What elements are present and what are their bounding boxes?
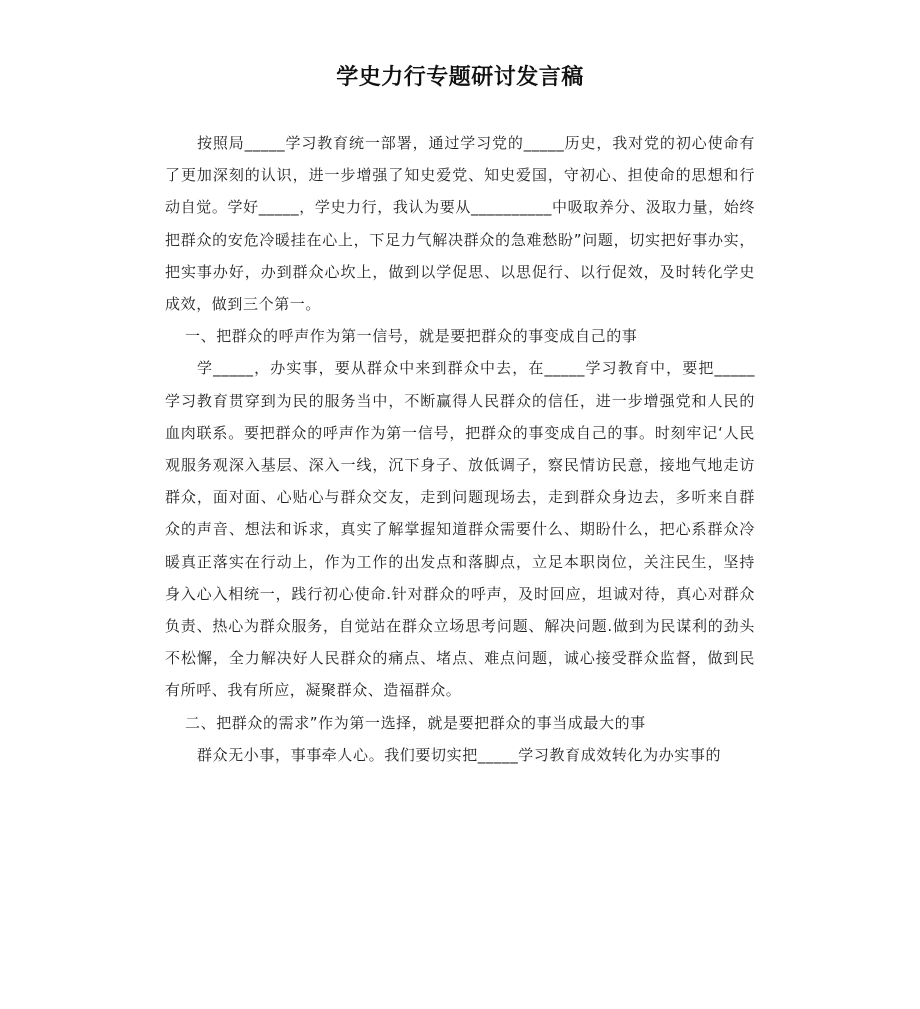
document-body <box>165 127 755 771</box>
paragraph-section-2: 群众无小事，事事牵人心。我们要切实把_____学习教育成效转化为办实事的 <box>197 745 722 764</box>
paragraph-intro: 按照局_____学习教育统一部署，通过学习党的_____历史，我对党的初心使命有了更加深刻的认识，进一步增强了知史爱党、知史爱国，守初心、担使命的思想和行动自觉。学好_____，学史力行，我认为要从__________中吸取养分、汲取力量，始终把群众的安危冷暖挂在心上，下足力气解决群众的急难愁盼”问题，切实把好事办实，把实事办好，办到群众心坎上，做到以学促思、以思促行、以行促效，及时转化学史成效，做到三个第一。 <box>165 134 755 314</box>
section-heading-1: 一、把群众的呼声作为第一信号，就是要把群众的事变成自己的事 <box>185 327 638 346</box>
paragraph-section-1: 学_____，办实事，要从群众中来到群众中去，在_____学习教育中，要把_____学习教育贯穿到为民的服务当中，不断赢得人民群众的信任，进一步增强党和人民的血肉联系。要把群众的呼声作为第一信号，把群众的事变成自己的事。时刻牢记‘人民观服务观深入基层、深入一线，沉下身子、放低调子，察民情访民意，接地气地走访群众，面对面、心贴心与群众交友，走到问题现场去，走到群众身边去，多听来自群众的声音、想法和诉求，真实了解掌握知道群众需要什么、期盼什么，把心系群众冷暖真正落实在行动上，作为工作的出发点和落脚点，立足本职岗位，关注民生，坚持身入心入相统一，践行初心使命.针对群众的呼声，及时回应，坦诚对待，真心对群众负责、热心为群众服务，自觉站在群众立场思考问题、解决问题.做到为民谋利的劲头不松懈，全力解决好人民群众的痛点、堵点、难点问题，诚心接受群众监督，做到民有所呼、我有所应，凝聚群众、造福群众。 <box>165 359 755 700</box>
document-title: 学史力行专题研讨发言稿 <box>336 65 584 90</box>
section-heading-2: 二、把群众的需求”作为第一选择，就是要把群众的事当成最大的事 <box>185 713 646 732</box>
